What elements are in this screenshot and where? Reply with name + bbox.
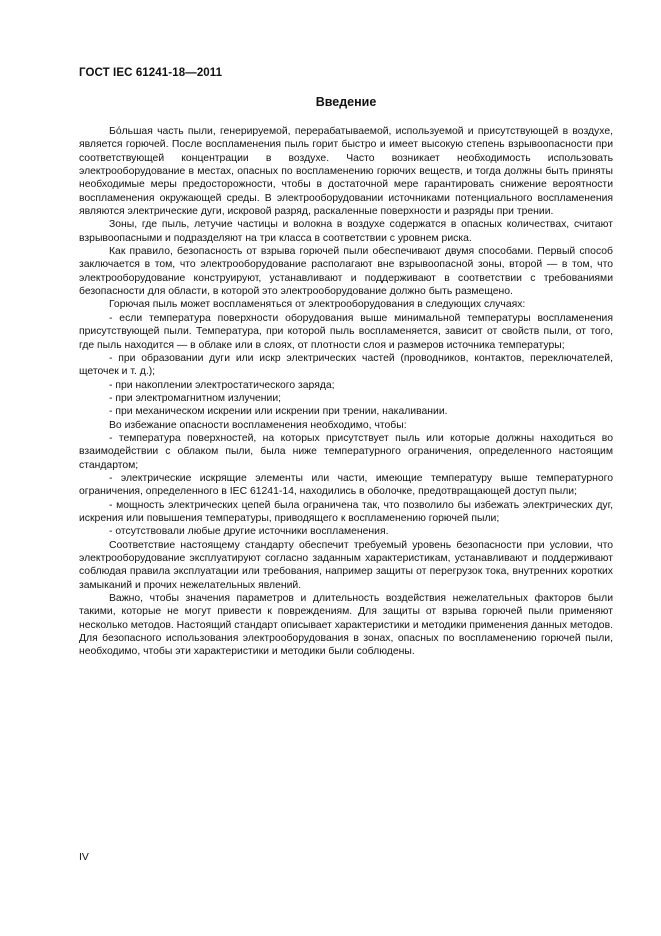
list-item: - температура поверхностей, на которых присутствует пыль или которые должны находиться во взаимодействии с облаком пыли, была ниже температурного ограничения, определенного настоящим стандартом; bbox=[79, 432, 613, 471]
list-item: - если температура поверхности оборудования выше минимальной температуры воспламенения присутствующей пыли. Температура, при которой пыль воспламеняется, зависит от свойств пыли, от того, где пыль находится — в облаке или в слоях, от плотности слоя и размеров источника температуры; bbox=[79, 312, 613, 351]
section-title: Введение bbox=[315, 95, 377, 109]
paragraph: Горючая пыль может воспламеняться от электрооборудования в следующих случаях: bbox=[109, 299, 526, 311]
list-item: - при механическом искрении или искрении при трении, накаливании. bbox=[109, 406, 448, 418]
page-number: IV bbox=[79, 852, 89, 863]
paragraph: Важно, чтобы значения параметров и длительность воздействия нежелательных факторов были такими, которые не могут привести к повреждениям. Для защиты от взрыва горючей пыли применяют несколько методов. Настоящий стандарт описывает характеристики и методики применения данных методов. Для безопасного использования электрооборудования в зонах, опасных по воспламенению горючей пыли, необходимо, чтобы эти характеристики и методики были соблюдены. bbox=[79, 593, 613, 658]
paragraph: Зоны, где пыль, летучие частицы и волокна в воздухе содержатся в опасных количествах, считают взрывоопасными и подразделяют на три класса в соответствии с уровнем риска. bbox=[79, 219, 613, 244]
paragraph: Во избежание опасности воспламенения необходимо, чтобы: bbox=[109, 419, 407, 431]
paragraph: Соответствие настоящему стандарту обеспечит требуемый уровень безопасности при условии, что электрооборудование эксплуатируют согласно заданным характеристикам, устанавливают и поддерживают соблюдая правила эксплуатации или требования, например защиты от перегрузок тока, внутренних коротких замыканий и прочих нежелательных явлений. bbox=[79, 539, 613, 591]
paragraph: Бо́льшая часть пыли, генерируемой, перерабатываемой, используемой и присутствующей в воздухе, является горючей. После воспламенения пыль горит быстро и имеет высокую степень взрывоопасности при соответствующей концентрации в воздухе. Часто возникает необходимость использовать электрооборудование в местах, опасных по воспламенению горючих веществ, и тогда должны быть приняты необходимые меры предосторожности, чтобы в достаточной мере гарантировать снижение вероятности воспламенения окружающей среды. В электрооборудовании источниками потенциального воспламенения являются электрические дуги, искровой разряд, раскаленные поверхности и разряды при трении. bbox=[79, 126, 613, 218]
list-item: - электрические искрящие элементы или части, имеющие температуру выше температурного ограничения, определенного в IEC 61241-14, находились в оболочке, предотвращающей доступ пыли; bbox=[79, 472, 613, 498]
list-item: - мощность электрических цепей была ограничена так, что позволило бы избежать электрических дуг, искрения или повышения температуры, приводящего к воспламенению горючей пыли; bbox=[79, 499, 613, 524]
list-item: - при накоплении электростатического заряда; bbox=[109, 379, 335, 391]
list-item: - при образовании дуги или искр электрических частей (проводников, контактов, переключателей, щеточек и т. д.); bbox=[79, 352, 613, 378]
paragraph: Как правило, безопасность от взрыва горючей пыли обеспечивают двумя способами. Первый способ заключается в том, что электрооборудование располагают вне взрывоопасной зоны, второй — в том, что электрооборудование конструируют, устанавливают и поддерживают в соответствии с требованиями безопасности для области, в которой это электрооборудование должно быть размещено. bbox=[79, 246, 613, 298]
list-item: - отсутствовали любые другие источники воспламенения. bbox=[109, 526, 389, 538]
section-body bbox=[79, 125, 613, 659]
list-item: - при электромагнитном излучении; bbox=[109, 392, 282, 404]
document-header-code: ГОСТ IEC 61241-18—2011 bbox=[79, 67, 223, 79]
